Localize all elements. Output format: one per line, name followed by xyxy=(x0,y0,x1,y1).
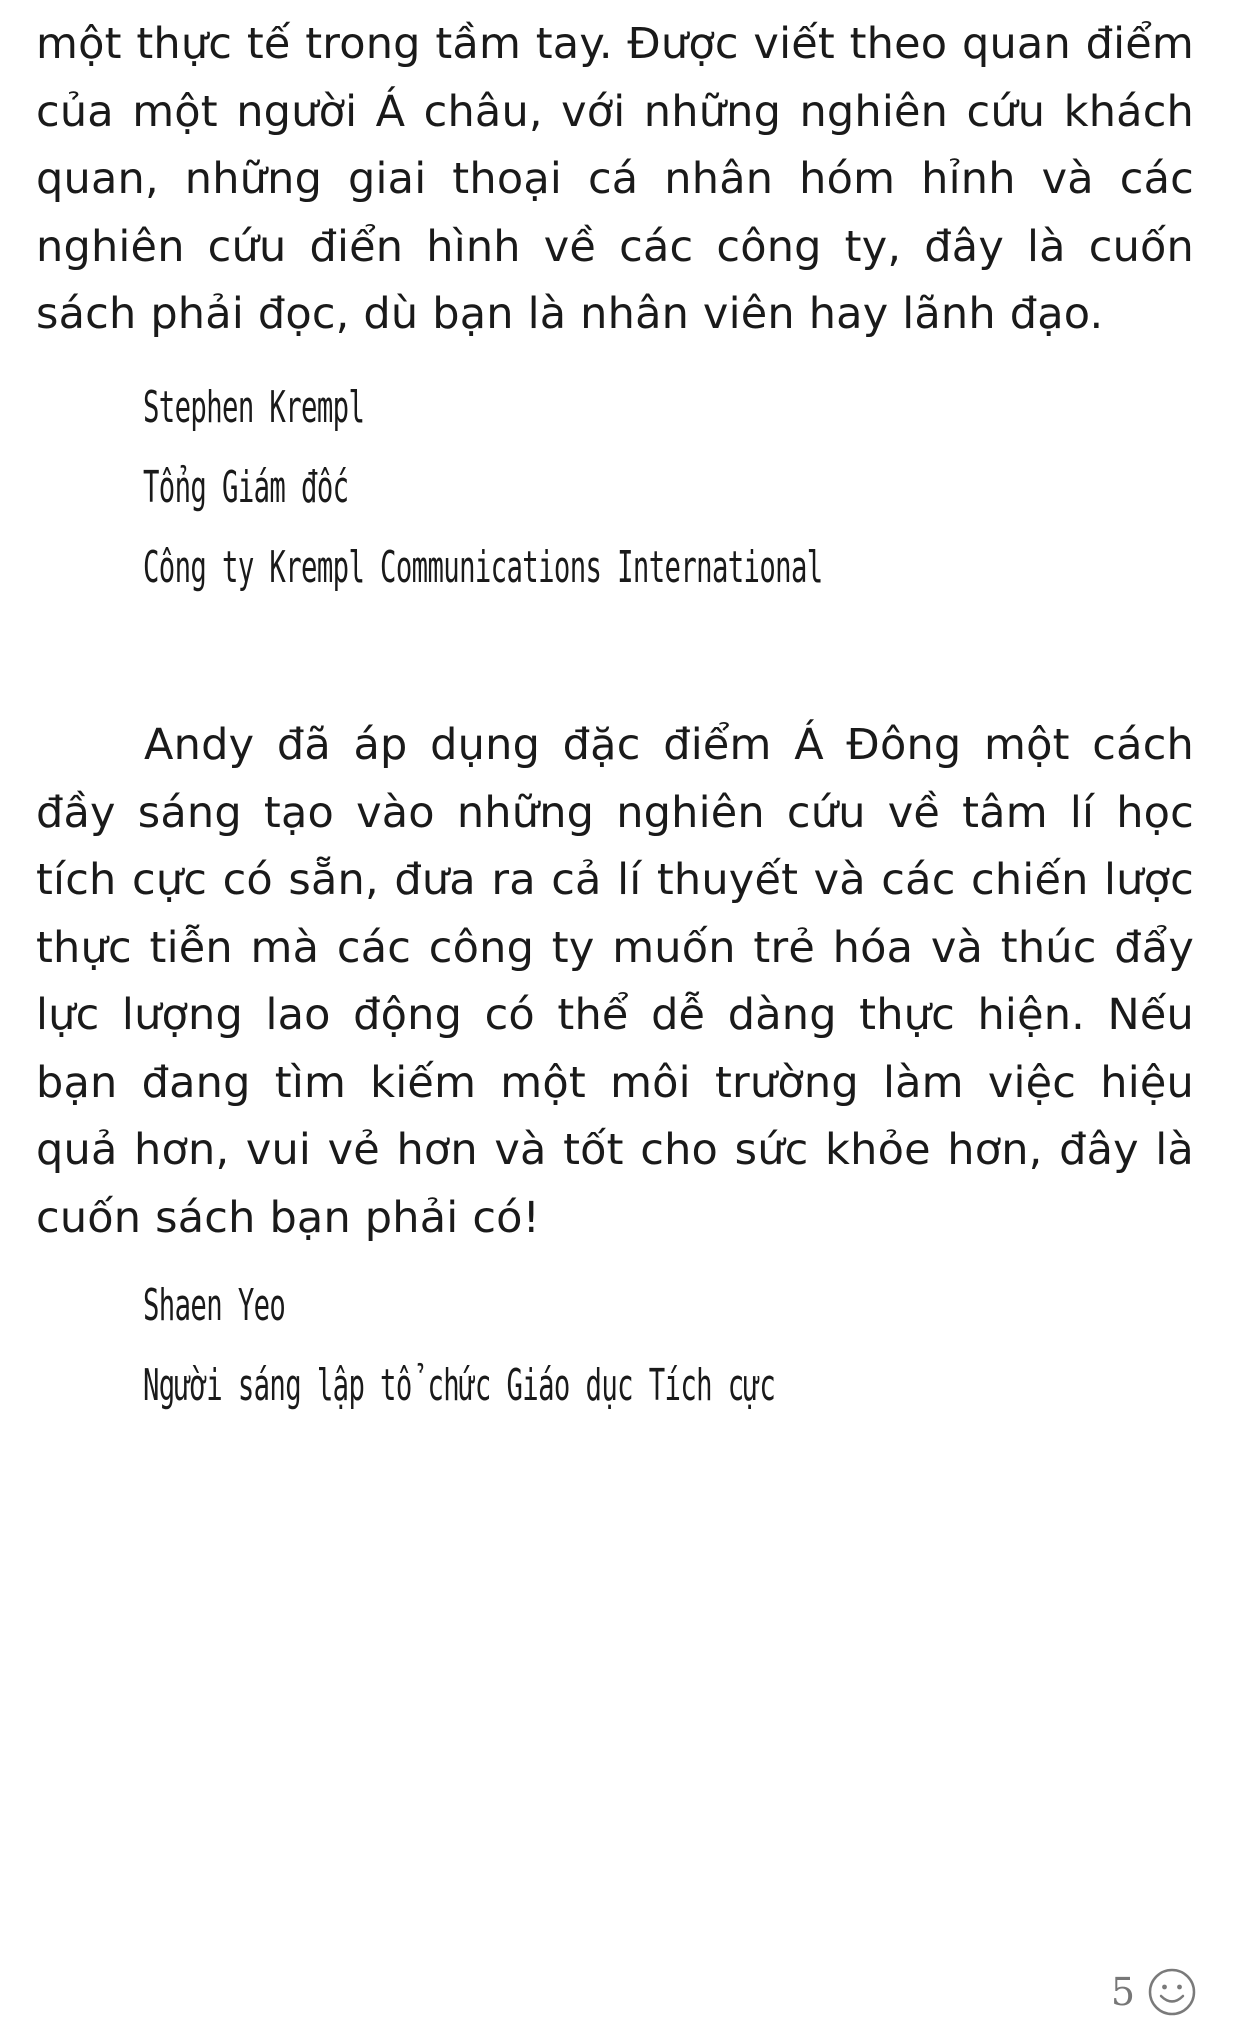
signature-block-1 xyxy=(143,368,823,608)
signature-name: Stephen Krempl xyxy=(143,382,365,433)
signature-block-2 xyxy=(143,1266,775,1426)
signature-title: Người sáng lập tổ chức Giáo dục Tích cực xyxy=(143,1360,776,1411)
signature-title: Tổng Giám đốc xyxy=(143,462,349,513)
paragraph-endorsement-1: một thực tế trong tầm tay. Được viết theo quan điểm của một người Á châu, với những nghiên cứu khách quan, những giai thoại cá nhân hóm hỉnh và các nghiên cứu điển hình về các công ty, đây là cuốn sách phải đọc, dù bạn là nhân viên hay lãnh đạo. xyxy=(36,19,1194,339)
signature-organization: Công ty Krempl Communications International xyxy=(143,542,823,593)
smiley-icon xyxy=(1147,1967,1197,2017)
paragraph-endorsement-2: Andy đã áp dụng đặc điểm Á Đông một cách đầy sáng tạo vào những nghiên cứu về tâm lí học tích cực có sẵn, đưa ra cả lí thuyết và các chiến lược thực tiễn mà các công ty muốn trẻ hóa và thúc đẩy lực lượng lao động có thể dễ dàng thực hiện. Nếu bạn đang tìm kiếm một môi trường làm việc hiệu quả hơn, vui vẻ hơn và tốt cho sức khỏe hơn, đây là cuốn sách bạn phải có! xyxy=(36,720,1194,1243)
page-number: 5 xyxy=(1110,1970,1135,2014)
page-footer xyxy=(1111,1962,1197,2022)
signature-name: Shaen Yeo xyxy=(143,1280,286,1331)
